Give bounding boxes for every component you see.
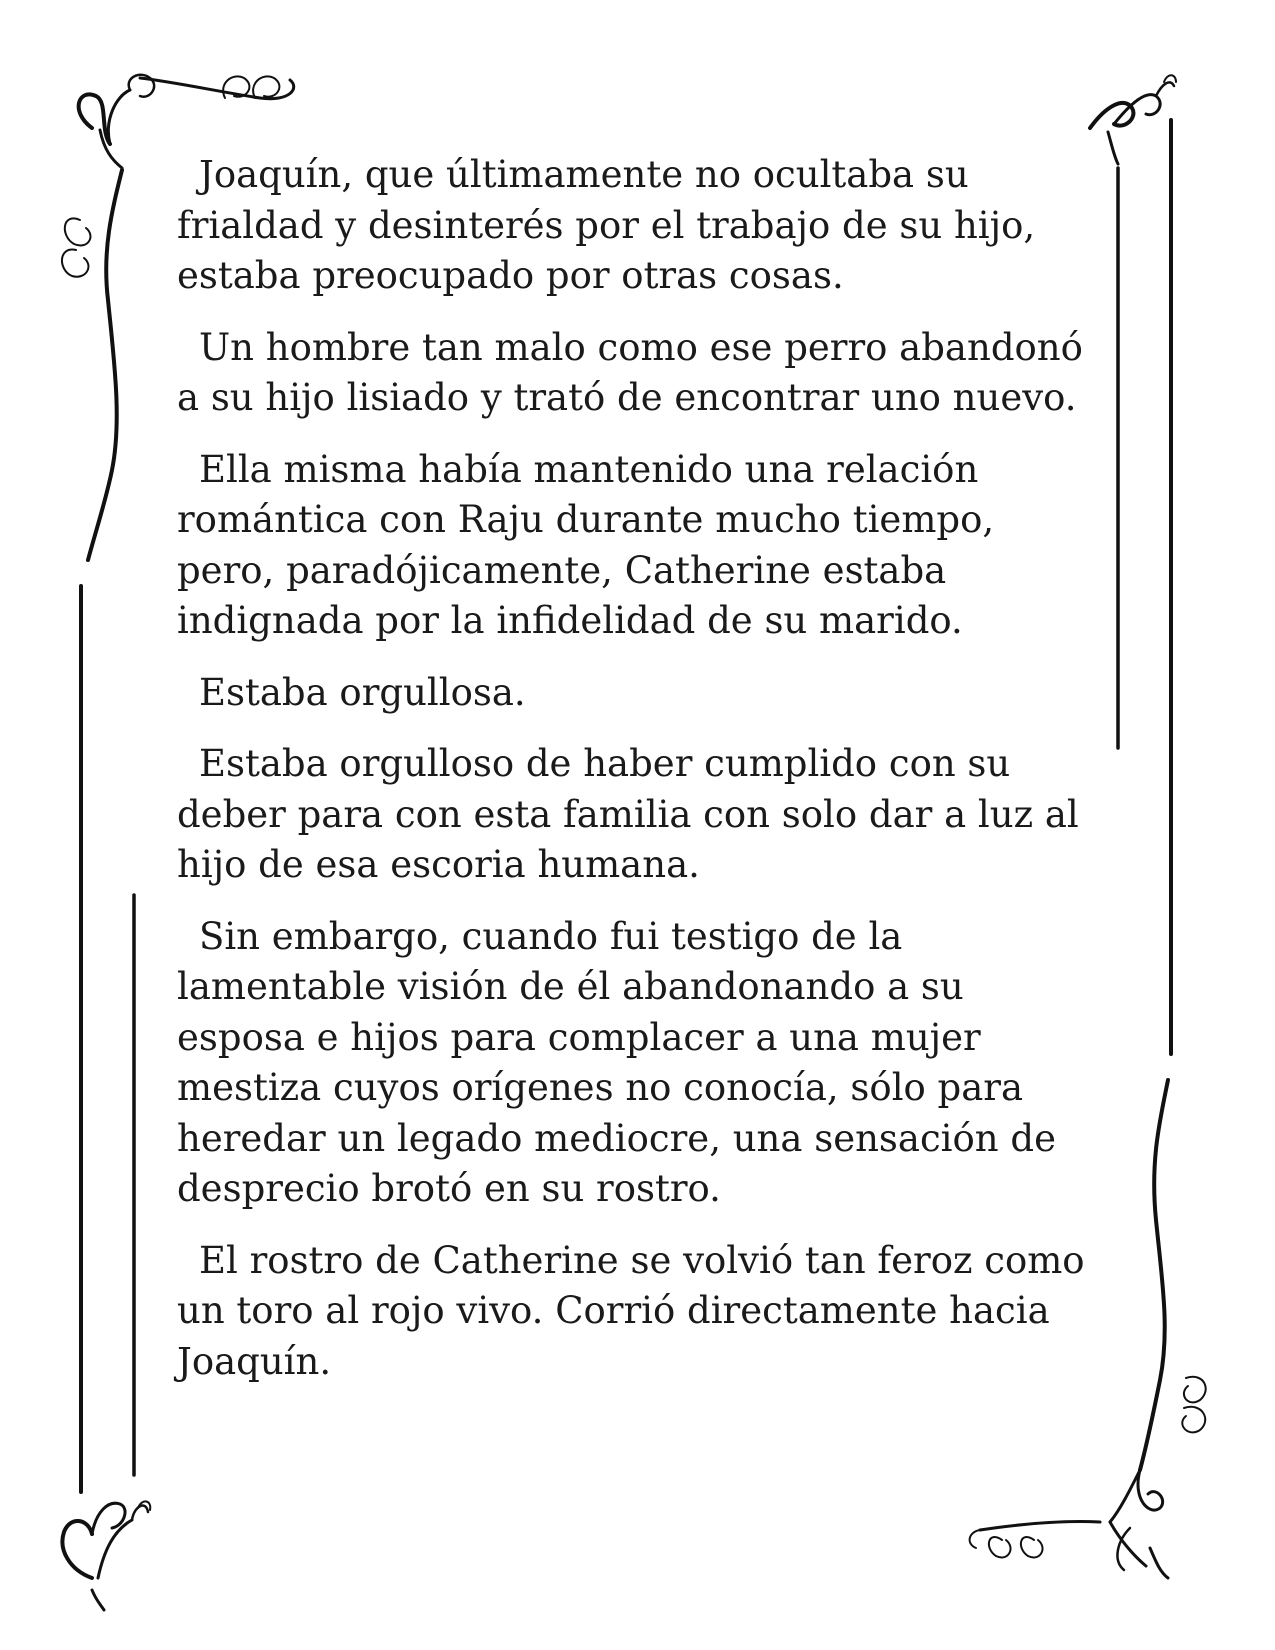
paragraph-2: Un hombre tan malo como ese perro abandonó a su hijo lisiado y trató de encontrar uno nuevo. (177, 325, 1083, 419)
paragraph-5: Estaba orgulloso de haber cumplido con su deber para con esta familia con solo dar a luz al hijo de esa escoria humana. (177, 742, 1079, 886)
paragraph-6: Sin embargo, cuando fui testigo de la lamentable visión de él abandonando a su esposa e hijos para complacer a una mujer mestiza cuyos orígenes no conocía, sólo para heredar un legado mediocre, una sensación de desprecio brotó en su rostro. (177, 914, 1056, 1210)
story-text (177, 150, 1087, 1387)
bottom-left-flourish-icon (62, 1501, 150, 1610)
paragraph-1: Joaquín, que últimamente no ocultaba su frialdad y desinterés por el trabajo de su hijo, estaba preocupado por otras cosas. (177, 153, 1036, 297)
paragraph-7: El rostro de Catherine se volvió tan feroz como un toro al rojo vivo. Corrió directamente hacia Joaquín. (177, 1238, 1085, 1383)
top-right-flourish-icon (1090, 75, 1176, 164)
paragraph-4: Estaba orgullosa. (199, 670, 526, 714)
paragraph-3: Ella misma había mantenido una relación romántica con Raju durante mucho tiempo, pero, paradójicamente, Catherine estaba indignada por la infidelidad de su marido. (177, 447, 995, 642)
